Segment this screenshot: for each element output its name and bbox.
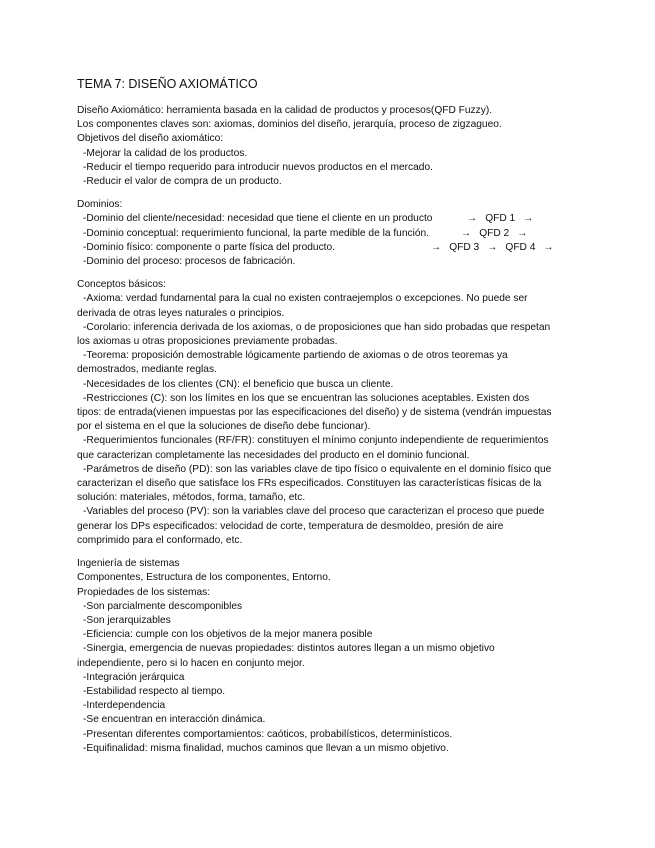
- arrow-icon: →: [517, 227, 528, 239]
- concepto-line: caracterizan el diseño que satisface los FRs especificados. Constituyen las características físicas de la: [77, 478, 542, 490]
- ingenieria-line: Ingeniería de sistemas: [77, 558, 180, 570]
- ingenieria-line: -Eficiencia: cumple con los objetivos de la mejor manera posible: [83, 629, 373, 641]
- ingenieria-line: -Equifinalidad: misma finalidad, muchos caminos que llevan a un mismo objetivo.: [83, 742, 449, 754]
- arrow-icon: →: [543, 241, 554, 253]
- intro-section: [77, 104, 582, 189]
- objective-item: -Reducir el valor de compra de un producto.: [83, 176, 282, 188]
- conceptos-list: [77, 292, 582, 548]
- intro-line: Los componentes claves son: axiomas, dominios del diseño, jerarquía, proceso de zigzagueo.: [77, 119, 502, 131]
- conceptos-heading: Conceptos básicos:: [77, 279, 166, 291]
- arrow-icon: →: [467, 213, 478, 225]
- ingenieria-line: -Presentan diferentes comportamientos: caóticos, probabilísticos, determinísticos.: [83, 728, 453, 740]
- qfd-chain: [423, 241, 562, 255]
- concepto-line: comprimido para el conformado, etc.: [77, 534, 243, 546]
- ingenieria-list: [77, 557, 582, 756]
- ingenieria-line: -Interdependencia: [83, 700, 166, 712]
- qfd-label: QFD 4: [505, 241, 536, 253]
- concepto-line: solución: materiales, métodos, forma, tamaño, etc.: [77, 492, 306, 504]
- ingenieria-line: -Son parcialmente descomponibles: [83, 600, 243, 612]
- ingenieria-line: -Se encuentran en interacción dinámica.: [83, 714, 266, 726]
- document-content: [77, 76, 582, 765]
- concepto-line: por el sistema en el que la soluciones de diseño debe funcionar).: [77, 421, 371, 433]
- concepto-line: -Corolario: inferencia derivada de los axiomas, o de proposiciones que han sido probadas que respetan: [83, 321, 551, 333]
- arrow-icon: →: [461, 227, 472, 239]
- concepto-line: -Necesidades de los clientes (CN): el beneficio que busca un cliente.: [83, 378, 394, 390]
- qfd-label: QFD 1: [485, 213, 516, 225]
- qfd-label: QFD 3: [449, 241, 480, 253]
- concepto-line: -Requerimientos funcionales (RF/FR): constituyen el mínimo conjunto independiente de requerimientos: [83, 435, 549, 447]
- intro-line: Diseño Axiomático: herramienta basada en la calidad de productos y procesos(QFD Fuzzy).: [77, 105, 493, 116]
- objective-item: -Mejorar la calidad de los productos.: [83, 147, 248, 159]
- ingenieria-line: Propiedades de los sistemas:: [77, 586, 211, 598]
- concepto-line: generar los DPs especificados: velocidad de corte, temperatura de desmoldeo, presión de aire: [77, 520, 504, 532]
- concepto-line: -Axioma: verdad fundamental para la cual no existen contraejemplos o excepciones. No puede ser: [83, 293, 528, 305]
- concepto-line: -Teorema: proposición demostrable lógicamente partiendo de axiomas o de otros teoremas ya: [83, 350, 508, 362]
- concepto-line: que caracterizan completamente las necesidades del producto en el dominio funcional.: [77, 449, 470, 461]
- dominio-text: -Dominio del proceso: procesos de fabricación.: [83, 256, 296, 268]
- conceptos-section: [77, 278, 582, 548]
- concepto-line: -Variables del proceso (PV): son la variables clave del proceso que caracterizan el proceso que puede: [83, 506, 545, 518]
- ingenieria-section: [77, 557, 582, 756]
- dominio-item: [77, 212, 582, 226]
- ingenieria-line: -Estabilidad respecto al tiempo.: [83, 685, 226, 697]
- concepto-line: los axiomas u otras proposiciones previamente probadas.: [77, 336, 338, 348]
- concepto-line: derivada de otras leyes naturales o principios.: [77, 307, 285, 319]
- dominios-heading: Dominios:: [77, 199, 123, 211]
- dominio-text: -Dominio del cliente/necesidad: necesidad que tiene el cliente en un producto: [83, 213, 433, 225]
- ingenieria-line: -Son jerarquizables: [83, 614, 171, 626]
- dominio-item: [77, 227, 582, 241]
- concepto-line: tipos: de entrada(vienen impuestas por las especificaciones del diseño) y de sistema (vendrán impuestas: [77, 407, 552, 419]
- concepto-line: -Restricciones (C): son los límites en los que se encuentran las soluciones aceptables. Existen dos: [83, 392, 530, 404]
- objectives-heading: Objetivos del diseño axiomático:: [77, 133, 224, 145]
- qfd-label: QFD 2: [479, 227, 510, 239]
- concepto-line: demostrados, mediante reglas.: [77, 364, 217, 376]
- dominio-item: [77, 255, 582, 269]
- arrow-icon: →: [487, 241, 498, 253]
- dominio-text: -Dominio físico: componente o parte física del producto.: [83, 241, 335, 253]
- dominio-text: -Dominio conceptual: requerimiento funcional, la parte medible de la función.: [83, 227, 430, 239]
- qfd-chain: [453, 227, 535, 241]
- dominio-item: [77, 241, 582, 255]
- arrow-icon: →: [523, 213, 534, 225]
- ingenieria-line: -Integración jerárquica: [83, 671, 185, 683]
- qfd-chain: [459, 212, 541, 226]
- concepto-line: -Parámetros de diseño (PD): son las variables clave de tipo físico o equivalente en el dominio físico que: [83, 463, 552, 475]
- arrow-icon: →: [431, 241, 442, 253]
- ingenieria-line: Componentes, Estructura de los componentes, Entorno.: [77, 572, 331, 584]
- ingenieria-line: -Sinergia, emergencia de nuevas propiedades: distintos autores llegan a un mismo objetivo: [83, 643, 495, 655]
- dominios-section: [77, 198, 582, 269]
- objective-item: -Reducir el tiempo requerido para introducir nuevos productos en el mercado.: [83, 161, 433, 173]
- page-title: TEMA 7: DISEÑO AXIOMÁTICO: [77, 77, 258, 91]
- ingenieria-line: independiente, pero si lo hacen en conjunto mejor.: [77, 657, 305, 669]
